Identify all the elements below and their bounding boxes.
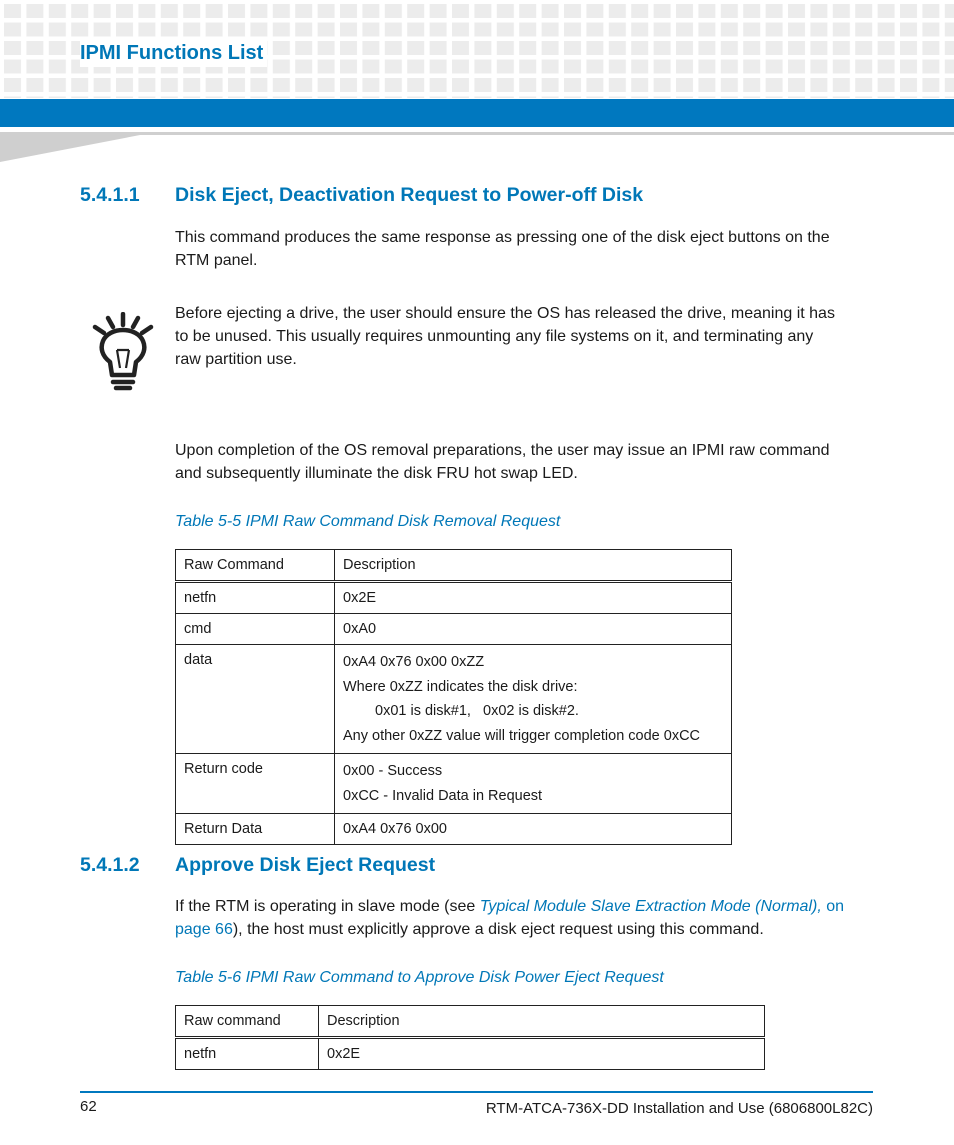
table-cell: netfn — [176, 582, 335, 614]
cell-line: 0x01 is disk#1, 0x02 is disk#2. — [375, 703, 579, 719]
table-row — [176, 754, 732, 814]
page-number: 62 — [80, 1098, 97, 1115]
table-5-6-caption: Table 5-6 IPMI Raw Command to Approve Disk Power Eject Request — [175, 969, 664, 986]
header-blue-bar — [0, 99, 954, 127]
cell-line: Any other 0xZZ value will trigger completion code 0xCC — [343, 727, 701, 744]
table-5-5-caption: Table 5-5 IPMI Raw Command Disk Removal Request — [175, 513, 561, 530]
table-header-row — [176, 550, 732, 582]
table-row — [176, 614, 732, 645]
table-header-row — [176, 1006, 765, 1038]
section-number: 5.4.1.2 — [80, 854, 140, 876]
section-heading-5-4-1-2 — [80, 854, 435, 877]
tip-line-3: raw partition use. — [175, 351, 297, 368]
completion-line-1: Upon completion of the OS removal preparations, the user may issue an IPMI raw command — [175, 442, 830, 459]
slave-mode-paragraph — [175, 895, 875, 941]
table-cell: Return code — [176, 754, 335, 814]
cross-reference-link[interactable]: Typical Module Slave Extraction Mode (Normal), — [479, 898, 822, 915]
table-row — [176, 1038, 765, 1070]
section-number: 5.4.1.1 — [80, 184, 140, 206]
lightbulb-icon — [90, 312, 156, 392]
table-cell: data — [176, 645, 335, 754]
intro-line-1: This command produces the same response as pressing one of the disk eject buttons on the — [175, 229, 830, 246]
intro-paragraph — [175, 226, 875, 272]
table-row — [176, 582, 732, 614]
table-cell — [335, 754, 732, 814]
section-title: Approve Disk Eject Request — [175, 854, 436, 876]
table-cell: cmd — [176, 614, 335, 645]
table-cell: Return Data — [176, 814, 335, 845]
table-cell: netfn — [176, 1038, 319, 1070]
table-header-cell: Raw command — [176, 1006, 319, 1038]
document-title: RTM-ATCA-736X-DD Installation and Use (6806800L82C) — [485, 1100, 873, 1117]
cell-line: Where 0xZZ indicates the disk drive: — [343, 678, 578, 695]
cell-line: 0xA4 0x76 0x00 0xZZ — [343, 654, 485, 670]
table-row — [176, 814, 732, 845]
cell-line: 0xCC - Invalid Data in Request — [343, 787, 543, 804]
table-header-cell: Description — [319, 1006, 765, 1038]
table-cell — [335, 645, 732, 754]
tip-line-1: Before ejecting a drive, the user should ensure the OS has released the drive, meaning it has — [175, 305, 835, 322]
table-cell: 0xA0 — [335, 614, 732, 645]
cell-line: 0x00 - Success — [343, 763, 443, 779]
paragraph-text: If the RTM is operating in slave mode (see — [175, 898, 480, 915]
running-header-title: IPMI Functions List — [80, 40, 267, 67]
tip-paragraph — [175, 302, 875, 371]
table-header-cell: Description — [335, 550, 732, 582]
section-heading-5-4-1-1 — [80, 184, 643, 207]
completion-paragraph — [175, 439, 875, 485]
table-row — [176, 645, 732, 754]
page-reference-link[interactable]: on — [821, 898, 845, 915]
table-5-6 — [175, 1005, 765, 1070]
footer-rule — [80, 1091, 873, 1093]
table-header-cell: Raw Command — [176, 550, 335, 582]
tip-line-2: to be unused. This usually requires unmounting any file systems on it, and terminating any — [175, 328, 814, 345]
paragraph-text: ), the host must explicitly approve a disk eject request using this command. — [232, 921, 764, 938]
header-grey-wedge — [0, 132, 954, 164]
table-cell: 0x2E — [335, 582, 732, 614]
page-reference-link[interactable]: page 66 — [175, 921, 233, 938]
section-title: Disk Eject, Deactivation Request to Power-off Disk — [175, 184, 644, 206]
completion-line-2: and subsequently illuminate the disk FRU hot swap LED. — [175, 465, 578, 482]
table-cell: 0xA4 0x76 0x00 — [335, 814, 732, 845]
intro-line-2: RTM panel. — [175, 252, 258, 269]
table-cell: 0x2E — [319, 1038, 765, 1070]
table-5-5 — [175, 549, 732, 845]
